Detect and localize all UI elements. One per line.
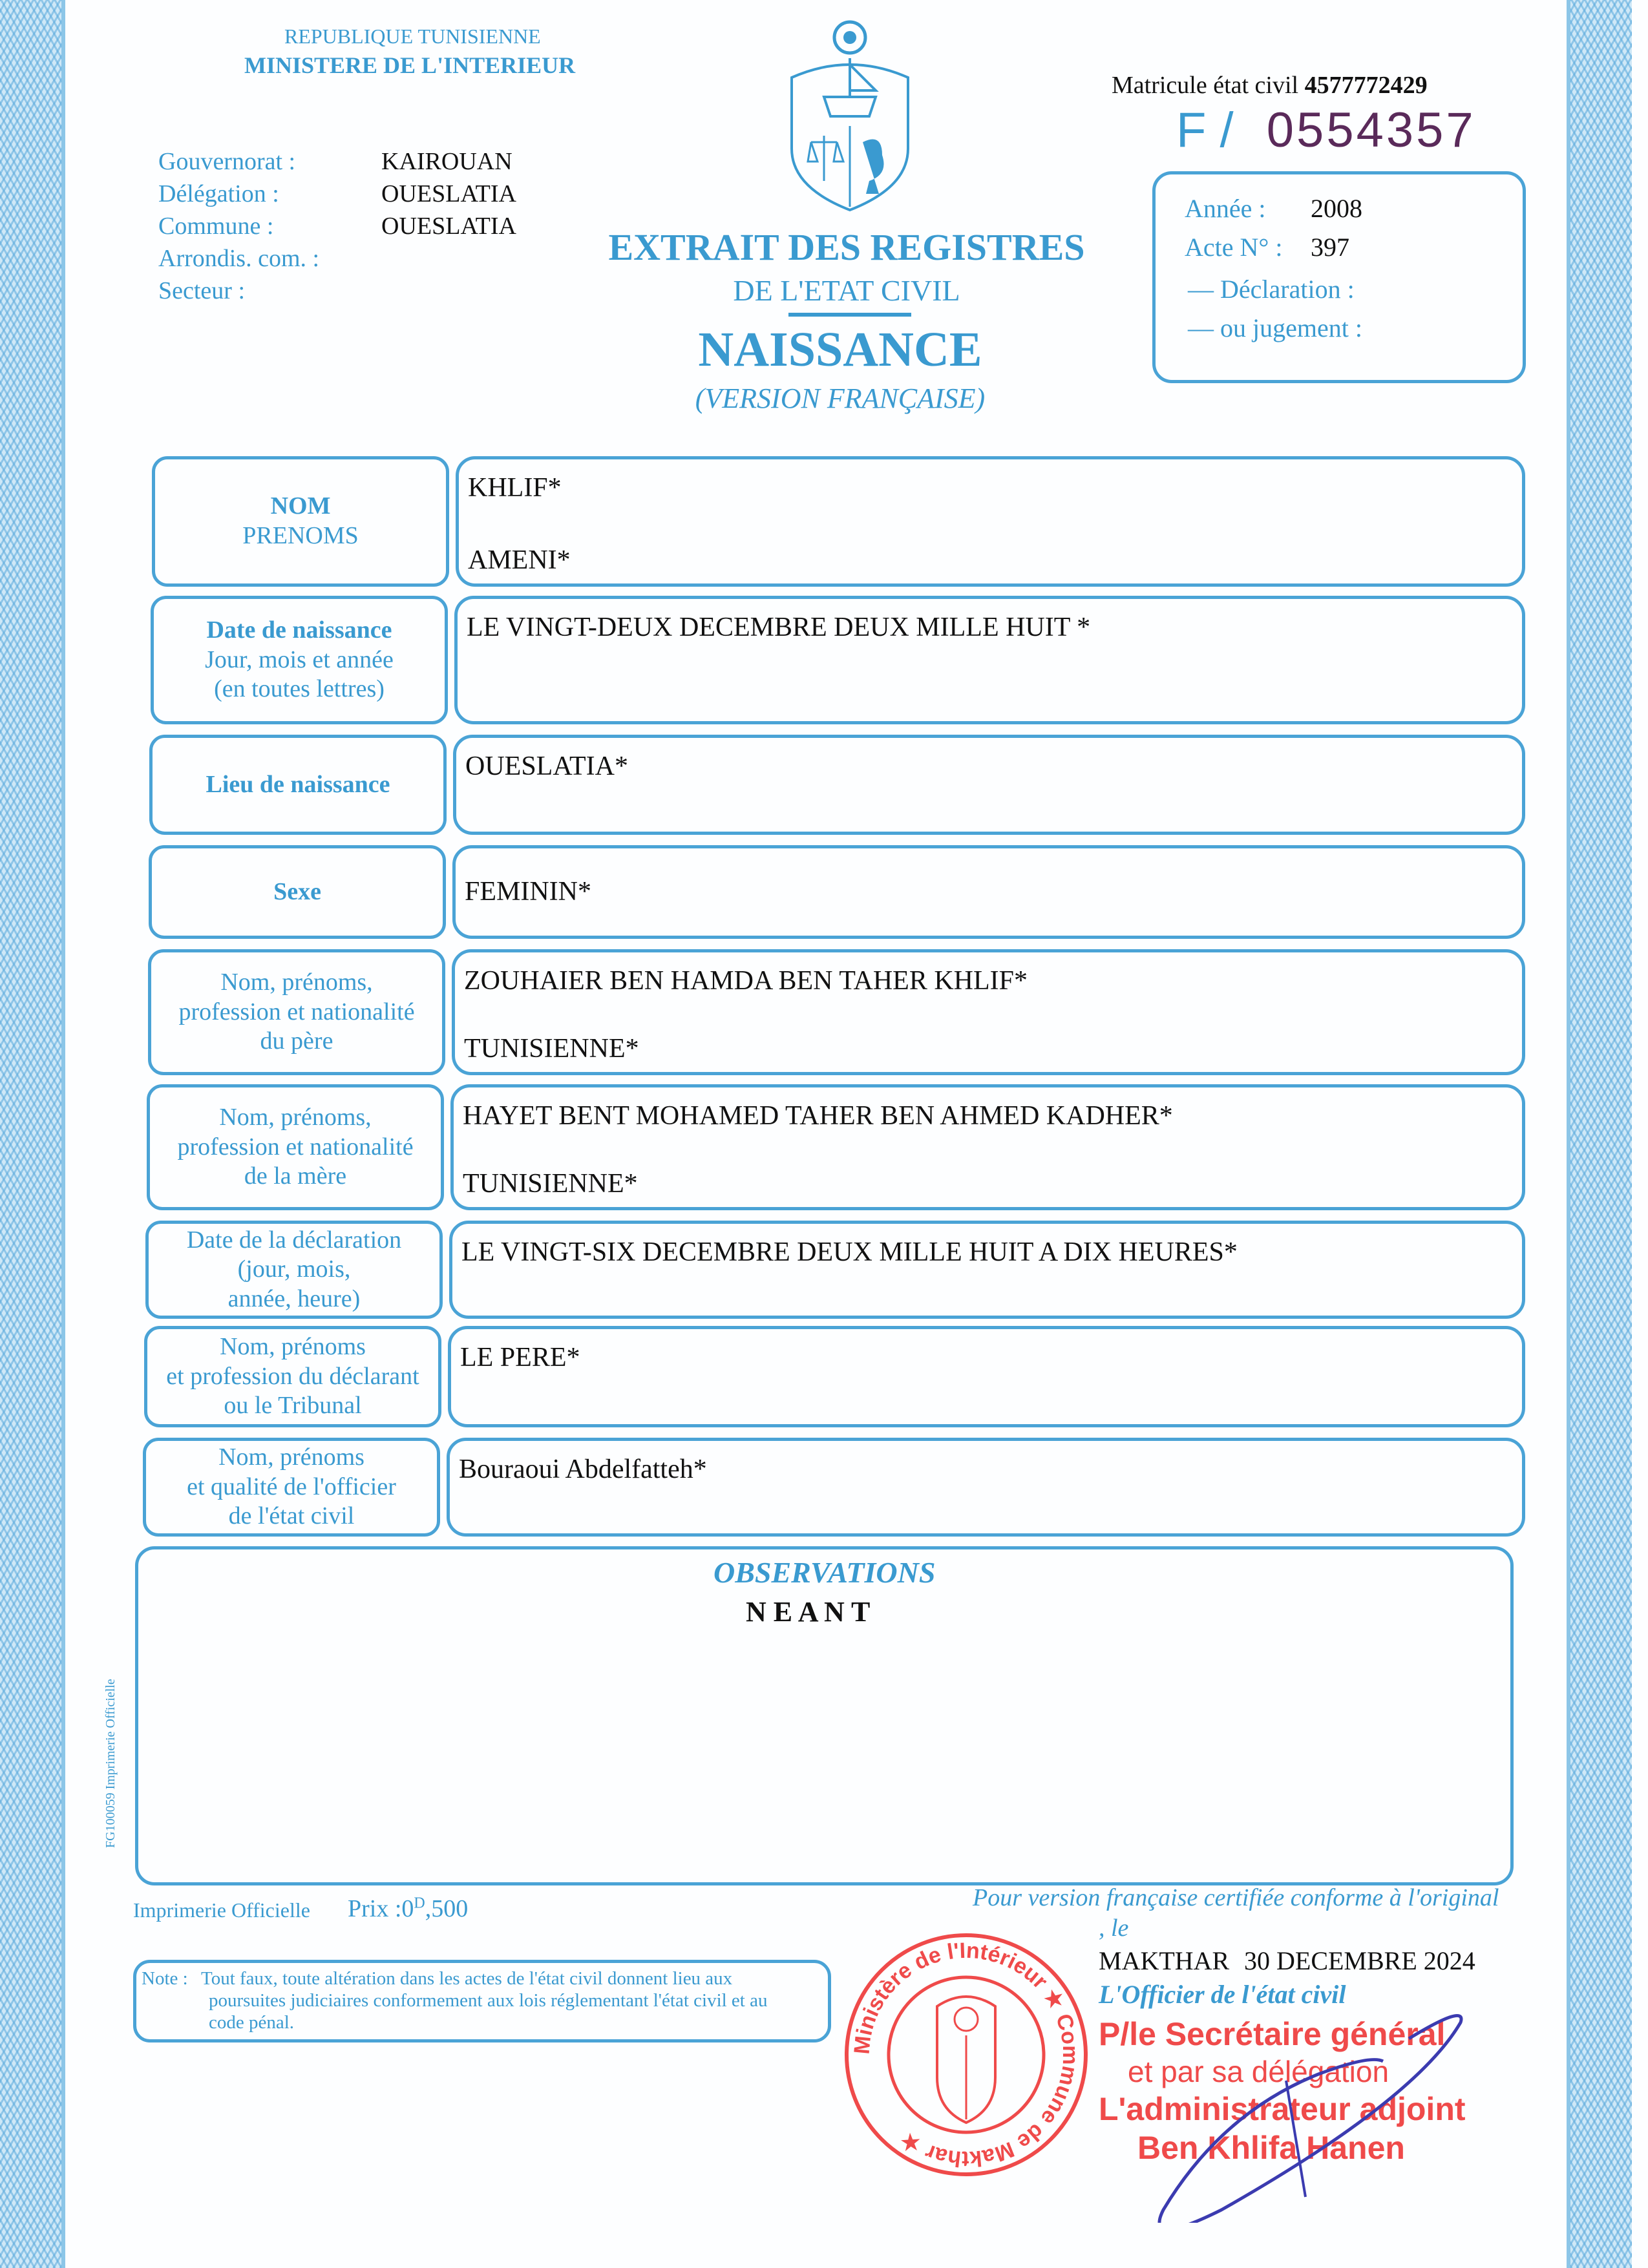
- printer-label: Imprimerie Officielle: [133, 1898, 310, 1922]
- row-label-line: PRENOMS: [242, 522, 359, 549]
- row-label-line: de la mère: [244, 1162, 347, 1190]
- document-subtitle: DE L'ETAT CIVIL: [733, 274, 960, 307]
- row-label-box: [145, 1221, 443, 1319]
- row-label-line: ou le Tribunal: [224, 1392, 362, 1420]
- row-label-line: et qualité de l'officier: [187, 1473, 396, 1500]
- row-label-line: du père: [260, 1027, 333, 1055]
- observations-box: [135, 1546, 1514, 1885]
- row-value: ZOUHAIER BEN HAMDA BEN TAHER KHLIF*: [464, 966, 1028, 996]
- row-value: Bouraoui Abdelfatteh*: [459, 1454, 707, 1484]
- official-seal-icon: [840, 1929, 1092, 2181]
- jugement-label: — ou jugement :: [1188, 313, 1362, 342]
- row-label-box: [144, 1326, 441, 1427]
- row-value-box: [454, 596, 1525, 724]
- ministry-heading: MINISTERE DE L'INTERIEUR: [244, 52, 576, 78]
- row-label-box: [143, 1438, 440, 1537]
- row-label-line: (jour, mois,: [237, 1255, 351, 1283]
- annee-label: Année :: [1185, 194, 1266, 223]
- row-value: HAYET BENT MOHAMED TAHER BEN AHMED KADHER*: [463, 1101, 1173, 1131]
- declaration-label: — Déclaration :: [1188, 275, 1355, 304]
- row-label-line: Nom, prénoms: [218, 1444, 364, 1471]
- commune-value: OUESLATIA: [381, 213, 516, 240]
- row-label-line: Lieu de naissance: [206, 770, 390, 798]
- acte-value: 397: [1311, 233, 1349, 262]
- row-value-box: [447, 1438, 1525, 1537]
- version-note: (VERSION FRANÇAISE): [695, 383, 986, 414]
- gouvernorat-label: Gouvernorat :: [158, 148, 296, 175]
- row-label-line: Nom, prénoms: [220, 1333, 366, 1361]
- note-text-3: code pénal.: [209, 2012, 295, 2033]
- stamp-line-2: et par sa délégation: [1128, 2055, 1389, 2088]
- row-label-line: profession et nationalité: [178, 998, 415, 1025]
- observations-label: OBSERVATIONS: [713, 1556, 936, 1589]
- note-text-2: poursuites judiciaires conformement aux lois réglementant l'état civil et au: [209, 1990, 768, 2011]
- row-value-box: [449, 1221, 1525, 1319]
- legal-note-box: [133, 1960, 831, 2042]
- seal-text: Ministère de l'Intérieur ★ Commune de Makthar ★: [849, 1938, 1083, 2172]
- note-text-1: Tout faux, toute altération dans les actes de l'état civil donnent lieu aux: [201, 1968, 733, 1989]
- signature-icon: [1125, 2003, 1486, 2223]
- row-value-box: [450, 1084, 1525, 1210]
- row-value: LE PERE*: [460, 1343, 580, 1372]
- price-label: Prix :0: [348, 1895, 414, 1922]
- row-label-line: Date de naissance: [206, 616, 392, 644]
- row-value-box: [453, 735, 1525, 835]
- serial-number: [1176, 102, 1476, 158]
- delegation-label: Délégation :: [158, 180, 279, 207]
- price: [348, 1895, 468, 1923]
- row-label-box: [151, 596, 448, 724]
- note-label: Note :: [142, 1968, 188, 1989]
- commune-label: Commune :: [158, 213, 274, 240]
- matricule-value: 4577772429: [1304, 72, 1428, 99]
- row-label-box: [149, 735, 447, 835]
- row-value-box: [448, 1326, 1525, 1427]
- delegation-value: OUESLATIA: [381, 180, 516, 207]
- gouvernorat-value: KAIROUAN: [381, 148, 512, 175]
- title-divider: [788, 313, 911, 317]
- tunisia-emblem-icon: [785, 19, 914, 213]
- officer-title: L'Officier de l'état civil: [1099, 1980, 1346, 2009]
- row-value: LE VINGT-DEUX DECEMBRE DEUX MILLE HUIT *: [467, 613, 1091, 642]
- row-label-line: Nom, prénoms,: [220, 969, 373, 996]
- acte-label: Acte N° :: [1185, 233, 1283, 262]
- row-label-box: [152, 456, 449, 587]
- observations-value: N E A N T: [746, 1596, 871, 1628]
- stamp-line-3: L'administrateur adjoint: [1099, 2091, 1466, 2127]
- row-label-line: NOM: [270, 492, 331, 520]
- row-value: AMENI*: [468, 545, 571, 575]
- row-value: KHLIF*: [468, 473, 562, 503]
- stamp-line-4: Ben Khlifa Hanen: [1137, 2130, 1405, 2166]
- side-imprint: FG100059 Imprimerie Officielle: [103, 1679, 118, 1848]
- row-value: TUNISIENNE*: [464, 1034, 639, 1064]
- acte-box: [1152, 171, 1526, 383]
- row-label-line: Sexe: [273, 877, 321, 905]
- matricule-label: Matricule état civil: [1112, 72, 1299, 99]
- price-unit: D: [414, 1895, 425, 1912]
- row-label-line: (en toutes lettres): [214, 675, 385, 703]
- row-value: LE VINGT-SIX DECEMBRE DEUX MILLE HUIT A DIX HEURES*: [461, 1237, 1238, 1267]
- republic-heading: REPUBLIQUE TUNISIENNE: [284, 25, 541, 48]
- date-prefix: , le: [1099, 1915, 1129, 1942]
- row-label-line: de l'état civil: [228, 1502, 355, 1530]
- certificate-type: NAISSANCE: [698, 322, 982, 377]
- row-label-line: et profession du déclarant: [166, 1362, 419, 1390]
- row-value-box: [452, 845, 1525, 939]
- serial-prefix: F /: [1176, 103, 1234, 158]
- row-label-box: [148, 949, 445, 1075]
- issue-date: 30 DECEMBRE 2024: [1244, 1946, 1475, 1975]
- row-label-line: année, heure): [227, 1285, 361, 1312]
- price-value: ,500: [425, 1895, 469, 1922]
- row-value-box: [452, 949, 1525, 1075]
- secteur-label: Secteur :: [158, 277, 246, 304]
- row-value: FEMININ*: [465, 876, 591, 907]
- row-label-line: Nom, prénoms,: [219, 1104, 372, 1131]
- arrondis-label: Arrondis. com. :: [158, 245, 320, 272]
- row-value: OUESLATIA*: [465, 751, 628, 781]
- row-value-box: [456, 456, 1525, 587]
- serial-value: 0554357: [1266, 103, 1476, 158]
- row-label-line: Jour, mois et année: [205, 646, 394, 673]
- annee-value: 2008: [1311, 194, 1362, 223]
- matricule: [1112, 71, 1428, 100]
- certification-text: Pour version française certifiée conforme à l'original: [973, 1884, 1499, 1911]
- document-title: EXTRAIT DES REGISTRES: [608, 226, 1085, 268]
- row-value: TUNISIENNE*: [463, 1169, 638, 1199]
- issue-place: MAKTHAR: [1099, 1946, 1230, 1975]
- row-label-line: profession et nationalité: [177, 1133, 414, 1160]
- row-label-box: [147, 1084, 444, 1210]
- row-label-line: Date de la déclaration: [186, 1226, 402, 1254]
- stamp-line-1: P/le Secrétaire général: [1099, 2016, 1446, 2052]
- row-label-box: [149, 845, 446, 939]
